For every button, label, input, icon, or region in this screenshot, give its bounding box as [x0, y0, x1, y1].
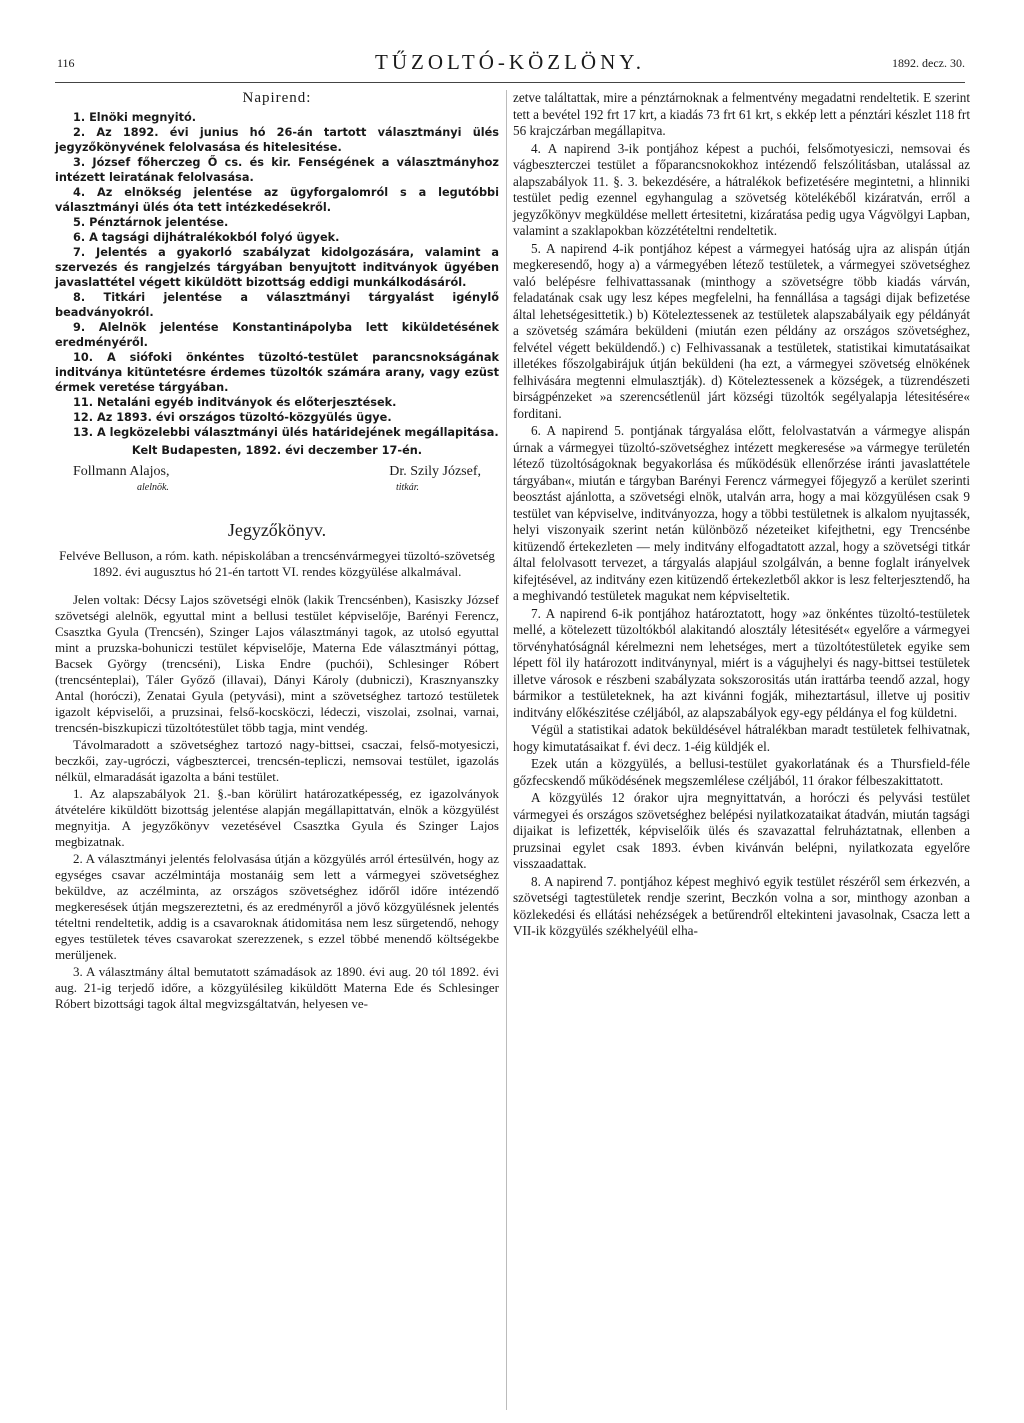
minutes-paragraph: Ezek után a közgyülés, a bellusi-testület gyakorlatának és a Thursfield-féle gőzfecskendő működésének megszemlélese czéljából, 11 órakor félbeszakittatott.	[513, 756, 970, 788]
agenda-item: 4. Az elnökség jelentése az ügyforgalomról s a legutóbbi választmányi ülés óta tett intézkedésekről.	[55, 186, 499, 214]
agenda-item: 9. Alelnök jelentése Konstantinápolyba lett kiküldetésének eredményéről.	[55, 321, 499, 349]
issue-date: 1892. decz. 30.	[892, 56, 965, 70]
signer-left: Follmann Alajos,	[73, 464, 170, 479]
minutes-paragraph: A közgyülés 12 órakor ujra megnyittatván, a horóczi és pelyvási testület vármegyei és országos szövetséghez belépési nyilatkozataikat átadván, miután tagsági dijaikat is lefizették, képviselőik ülés és szavazattal felruháztatnak, ellenben a pruzsinai egylet csak 1893. évben kivánván belépni, nyilatkozata egyelőre visszaadattak.	[513, 790, 970, 871]
agenda-item: 1. Elnöki megnyitó.	[73, 111, 197, 124]
minutes-paragraph: 3. A választmány által bemutatott számadások az 1890. évi aug. 20 tól 1892. évi aug. 21-ig terjedő időre, a közgyülésileg kiküldött Materna Ede és Schlesinger Róbert bizottsági tagok által megvizsgáltatván, helyesen ve-	[55, 964, 499, 1011]
page-header	[55, 50, 965, 78]
agenda-item: 12. Az 1893. évi országos tüzoltó-közgyülés ügye.	[73, 411, 392, 424]
left-column	[55, 90, 499, 1013]
agenda-title: Napirend:	[242, 90, 312, 106]
header-rule	[55, 82, 965, 83]
agenda-item: 7. Jelentés a gyakorló szabályzat kidolgozására, valamint a szervezés és rangjelzés tárgyában benyujtott inditványok ügyében javaslattétel végett kiküldött bizottság eddigi munkálkodásáról.	[55, 246, 499, 289]
minutes-title: Jegyzőkönyv.	[227, 520, 327, 540]
minutes-paragraph: Távolmaradott a szövetséghez tartozó nagy-bittsei, csaczai, felső-motyesiczi, beczkői, zay-ugróczi, vágbesztercei, trencsén-tepliczi, nemsovai testület, igazolás nélkül, elmaradását igazolta a báni testület.	[55, 737, 499, 784]
signer-right-role: titkár.	[395, 482, 419, 493]
journal-title: TŰZOLTÓ-KÖZLÖNY.	[375, 50, 645, 74]
signer-left-role: alelnök.	[137, 482, 169, 493]
minutes-right-body	[513, 90, 970, 940]
minutes-paragraph: zetve találtattak, mire a pénztárnoknak a felmentvény megadatni rendeltetik. E szerint tett a bevétel 192 frt 17 krt, a kiadás 73 frt 61 krt, s ekkép lett a pénztári készlet 118 frt 56 krajczárban megállapitva.	[513, 90, 970, 138]
agenda-item: 13. A legközelebbi választmányi ülés határidejének megállapitása.	[73, 426, 499, 439]
right-column	[513, 90, 970, 941]
minutes-paragraph: 6. A napirend 5. pontjának tárgyalása előtt, felolvastatván a vármegye alispán úrnak a vármegyei tüzoltó-szövetséghez intézett megkeresése »a vármegye területén létező tüzoltóságoknak begyakorlása és működésük ellenőrzése iránti javaslattétele tárgyában«, miután e tárgyban Barényi Ferencz vármegyei főjegyző a kerület szerinti beosztást ajánlotta, a szövetségi elnök, utalván arra, hogy a mai közgyülésen csak 9 testület van képviselve, inditványozza, hogy a többi testületnek is alkalom nyujtassék, helyi viszonyaik szerint netán különböző nézeteiket kifejthetni, egy Trencsénbe kitüzendő értekezleten — mely inditvány elfogadtatott azzal, hogy a szövetségi titkár által felolvasott tervezet, a tárgyalás alapjául szolgálván, a benne foglalt irányelvek kifejtésével, az inditvány ezen kitüzendő értekezletből akkor is lesz felterjesztendő, ha a meghivandó testületek magukat nem képviseltetik.	[513, 423, 970, 603]
minutes-paragraph: 8. A napirend 7. pontjához képest meghivó egyik testület részéről sem érkezvén, a szövetségi tagtestületek rendje szerint, Beczkón volna a sor, minthogy azonban a közlekedési és ellátási nehézségek a betűrendről eltekinteni javasolnak, Csacza lett a VII-ik közgyülés székhelyéül elha-	[513, 873, 970, 938]
minutes-paragraph: 5. A napirend 4-ik pontjához képest a vármegyei hatóság ujra az alispán útján megkeresendő, hogy a) a vármegyében létező testületek, a vármegyei szövetséghez való belépésre felhivattassanak (minthogy a szövetségre több kiadás várván, feladatának csak ugy lesz képes megfelelni, ha fennállása a tagsági dijak befizetése által lehetségesittetik.) b) Köteleztessenek az testületek alapszabályaik egy példányát a szövetség számára beküldeni (miután ezen példány az országos szövetséghez, felvétel végett beküldendő.) c) Felhivassanak a testületek, statistikai kimutatásaikat illetékes főszolgabirájuk útján beküldeni (ha ezt, a vármegyei szövetség elnökének felhivására megtenni elmulasztják). d) Köteleztessenek a községek, a tüzrendészeti birságpénzeket »a szerencsétlenül járt községi tüzoltók segélyalapja létesitésére« forditani.	[513, 240, 970, 421]
minutes-paragraph: 1. Az alapszabályok 21. §.-ban körülirt határozatképesség, ez igazolványok átvételére kiküldött bizottság jelentése alapján megállapittatván, elnök a közgyülést megnyitja. A jegyzőkönyv vezetésével Csasztka Gyula és Szinger Lajos megbizatnak.	[55, 786, 499, 849]
agenda-item: 3. József főherczeg Ő cs. és kir. Fenségének a választmányhoz intézett leiratának felolvasása.	[55, 156, 499, 184]
minutes-paragraph: 4. A napirend 3-ik pontjához képest a puchói, felsőmotyesiczi, nemsovai és vágbeszterczei testület a főparancsnokokhoz intézendő felszólitásban, utalással az alapszabályok 11. §. 3. bekezdésére, a hátralékok befizetésére megintetni, a hlinniki testület pedig ezennel egyhangulag a szövetség kötelékéből kizáratván, erről a jegyzőkönyv megküldése mellett értesitetni, kizáratása pedig ugya Vágvölgyi Lapban, valamint a szaklapokban közzétételtni rendeltetik.	[513, 140, 970, 238]
minutes-intro: Felvéve Belluson, a róm. kath. népiskolában a trencsénvármegyei tüzoltó-szövetség 1892. évi augusztus hó 21-én tartott VI. rendes közgyülése alkalmával.	[59, 548, 495, 579]
agenda-list	[55, 110, 499, 440]
agenda-item: 11. Netaláni egyéb inditványok és előterjesztések.	[73, 396, 397, 409]
minutes-paragraph: 2. A választmányi jelentés felolvasása útján a közgyülés arról értesülvén, hogy az egységes csavar aczélmintája mostanáig sem lett a vármegyei szövetséghez beküldve, az aczélminta, az országos szövetséghez időről időre intézendő megkeresések útján megszereztetni, és az eredményről a jövő közgyülésnek jelentés tételtni rendeltetik, addig is a csavaroknak átidomitása nem lesz sürgetendő, nehogy egyes testületek téves csavarokat szerezzenek, s ezzel többé menendő költségekbe merüljenek.	[55, 851, 499, 962]
agenda-item: 10. A siófoki önkéntes tüzoltó-testület parancsnokságának inditványa kitüntetésre érdemes tüzoltók számára arany, vagy ezüst érmek veretése tárgyában.	[55, 351, 499, 394]
signature-roles	[55, 480, 499, 496]
minutes-paragraph: Jelen voltak: Décsy Lajos szövetségi elnök (lakik Trencsénben), Kasiszky József szövetségi alelnök, egyuttal mint a bellusi testület képviselője, Barényi Ferencz, Csasztka Gyula (Trencsén), Szinger Lajos választmányi tagok, az utolsó egyuttal mint a pruzska-bohuniczi testület képviselője, Materna Ede választmányi póttag, Bacsek György (trencséni), Liska Endre (puchói), Schlesinger Róbert (trencsénteplai), Táler Győző (illavai), Dányi Károly (dubniczi), Krasznyanszky Antal (horóczi), Zenatai Gyula (petyvási), mint a szövetséghez tartozó testületek igazolt képviselői, a pruzsinai, felső-kocsköczi, lédeczi, viszolai, zsolnai, varnai, trencsén-biszkupiczi tüzoltótestület több tagja, mint vendég.	[55, 592, 499, 735]
agenda-dateline: Kelt Budapesten, 1892. évi deczember 17-én.	[131, 444, 423, 457]
page-number: 116	[57, 56, 75, 70]
minutes-paragraph: 7. A napirend 6-ik pontjához határoztatott, hogy »az önkéntes tüzoltó-testületek mellé, a kötelezett tüzoltókból alakitandó alosztály létesitését« egyelőre a vármegyei törvényhatóságnál kérelmezni nem lehetséges, mert a tüzoltótestületek egyike sem lépett föl ily határozott inditványnyal, miért is a vágujhelyi és nagy-bittsei testületek illetve városok e részbeni szabályzata sokszorositás után irattárba teendő azzal, hogy bármikor a testületeknek, ha azt kivánni fogják, miheztartásul, illetve uj positiv inditvány előkészitése czéljából, az alapszabályok egy-egy példánya el fog küldetni.	[513, 605, 970, 720]
signer-right: Dr. Szily József,	[389, 464, 481, 479]
column-divider	[506, 90, 507, 1410]
signature-row	[55, 464, 499, 480]
minutes-left-body	[55, 592, 499, 1012]
agenda-item: 5. Pénztárnok jelentése.	[73, 216, 229, 229]
minutes-paragraph: Végül a statistikai adatok beküldésével hátralékban maradt testületek felhivatnak, hogy kimutatásaikat f. évi decz. 1-éig küldjék el.	[513, 722, 970, 754]
agenda-item: 8. Titkári jelentése a választmányi tárgyalást igénylő beadványokról.	[55, 291, 499, 319]
agenda-item: 6. A tagsági dijhátralékokból folyó ügyek.	[73, 231, 340, 244]
agenda-item: 2. Az 1892. évi junius hó 26-án tartott választmányi ülés jegyzőkönyvének felolvasása és hitelesitése.	[55, 126, 499, 154]
